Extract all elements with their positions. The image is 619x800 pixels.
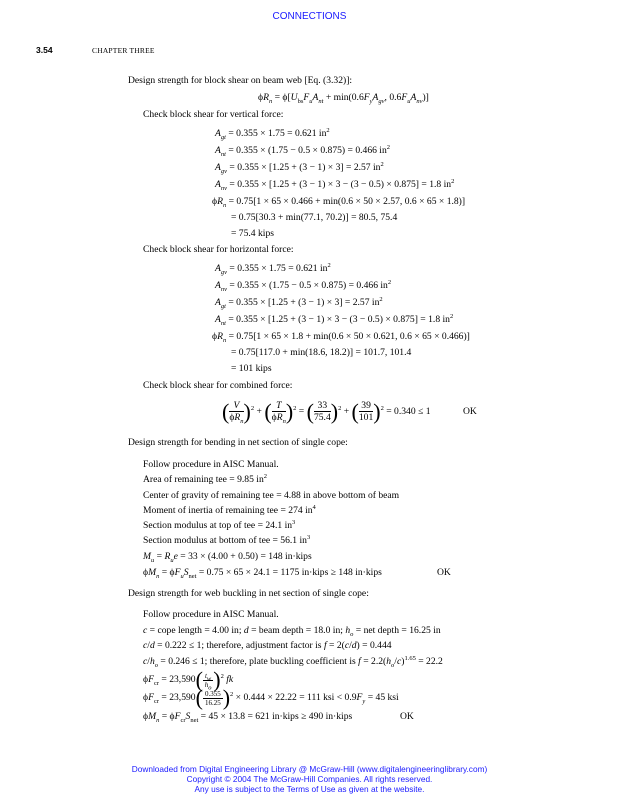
equation-line: = 0.75[117.0 + min(18.6, 18.2)] = 101.7, 101.4 — [231, 347, 412, 358]
equation-line: $\phi M_n = \phi F_{cr}S_{net} = 45 \times 13.8 = 621$ in·kips ≥ 490 in·kips — [143, 711, 353, 724]
equation-line: $\phi R_n = 0.75[1 \times 65 \times 1.8 + \min(0.6 \times 50 \times 0.621$, 0.6 × 65 × 0.466)] — [212, 331, 470, 344]
equation-line: $\phi F_{cr} = 23,590$( $\frac{0.355}{16.25}$ )$^2$ × 0.444 × 22.22 = 111 ksi < $0.9F_y = 45$ ksi — [143, 685, 399, 710]
equation-line: $A_{nt} = 0.355 \times (1.75 - 0.5 \times 0.875) = 0.466$ $in^2$ — [215, 143, 391, 158]
section-heading: Design strength for web buckling in net section of single cope: — [128, 588, 369, 599]
running-header: CONNECTIONS — [272, 11, 347, 22]
equation-line: $\phi F_{cr} = 23,590$( $\frac{t_w}{h_o}$ )$^2$ fk — [143, 667, 234, 692]
footer — [0, 764, 619, 794]
text-line: Section modulus at bottom of tee = 56.1 $in^3$ — [143, 533, 311, 546]
ok-mark: OK — [463, 406, 477, 417]
equation-line: $A_{nv} = 0.355 \times (1.75 - 0.5 \times 0.875) = 0.466$ $in^2$ — [215, 278, 392, 293]
text-line: c = cope length = 4.00 in; d = beam depth = 18.0 in; $h_o$ = net depth = 16.25 in — [143, 625, 441, 638]
text-line: Follow procedure in AISC Manual. — [143, 609, 279, 620]
equation-line: $A_{nv} = 0.355 \times [1.25 + (3 - 1) \times 3 - (3 - 0.5) \times 0.875] = 1.8$ $in^2$ — [215, 177, 455, 192]
chapter-title: CHAPTER THREE — [92, 46, 155, 55]
section-heading: Design strength for bending in net section of single cope: — [128, 437, 348, 448]
equation-line: $M_u = R_ue = 33 \times (4.00 + 0.50) = 148$ in·kips — [143, 551, 312, 564]
footer-terms: Any use is subject to the Terms of Use as given at the website. — [194, 784, 425, 794]
text-line: $c/h_o = 0.246 \le 1$; therefore, plate buckling coefficient is $f = 2.2(h_o/c)^{1.65} = 22.2$ — [143, 654, 443, 669]
section-heading: Check block shear for combined force: — [143, 380, 293, 391]
equation-line: = 75.4 kips — [231, 228, 274, 239]
text-line: Moment of inertia of remaining tee = 274 $in^4$ — [143, 503, 316, 516]
section-heading: Check block shear for vertical force: — [143, 109, 284, 120]
text-line: c/d = 0.222 ≤ 1; therefore, adjustment factor is f = 2(c/d) = 0.444 — [143, 640, 392, 651]
equation-line: $A_{nt} = 0.355 \times [1.25 + (3 - 1) \times 3 - (3 - 0.5) \times 0.875] = 1.8$ $in^2$ — [215, 312, 454, 327]
footer-copyright: Copyright © 2004 The McGraw-Hill Companies. All rights reserved. — [186, 774, 433, 784]
equation-block-shear: $\phi R_n = \phi[U_{bs}F_uA_{nt} + \min(0.6F_yA_{gv}$, $0.6F_uA_{nv}$)] — [258, 92, 429, 105]
equation-line: $A_{gt} = 0.355 \times [1.25 + (3 - 1) \times 3] = 2.57$ $in^2$ — [215, 295, 383, 310]
ok-mark: OK — [437, 567, 451, 578]
interaction-equation: ( $\frac{V}{\phi R_n}$ )$^2$ + ( $\frac{T}{\phi R_n}$ )$^2$ = ( $\frac{33}{75.4}$ )$^2$ + ( $\frac{39}{101}$ )$^2$ = 0.340 ≤ 1 — [222, 398, 431, 426]
equation-line: = 0.75[30.3 + min(77.1, 70.2)] = 80.5, 75.4 — [231, 212, 398, 223]
text-line: Center of gravity of remaining tee = 4.88 in above bottom of beam — [143, 490, 400, 501]
footer-link[interactable]: Downloaded from Digital Engineering Library @ McGraw-Hill (www.digitalengineeringlibrary.com) — [131, 764, 488, 774]
equation-line: $\phi R_n = 0.75[1 \times 65 \times 0.466 + \min(0.6 \times 50 \times 2.57$, 0.6 × 65 × 1.8)] — [212, 196, 466, 209]
text-line: Follow procedure in AISC Manual. — [143, 459, 279, 470]
text-line: Section modulus at top of tee = 24.1 $in^3$ — [143, 518, 296, 531]
equation-line: $A_{gv} = 0.355 \times 1.75 = 0.621$ $in^2$ — [215, 261, 331, 276]
section-heading: Check block shear for horizontal force: — [143, 244, 294, 255]
equation-line: $A_{gv} = 0.355 \times [1.25 + (3 - 1) \times 3] = 2.57$ $in^2$ — [215, 160, 384, 175]
equation-line: $A_{gt} = 0.355 \times 1.75 = 0.621$ $in^2$ — [215, 126, 330, 141]
page-number: 3.54 — [36, 45, 53, 55]
section-heading: Design strength for block shear on beam web [Eq. (3.32)]: — [128, 75, 353, 86]
text-line: Area of remaining tee = 9.85 $in^2$ — [143, 472, 268, 485]
equation-line: = 101 kips — [231, 363, 272, 374]
equation-line: $\phi M_n = \phi F_uS_{net} = 0.75 \times 65 \times 24.1 = 1175$ in·kips ≥ 148 in·kips — [143, 567, 382, 580]
ok-mark: OK — [400, 711, 414, 722]
